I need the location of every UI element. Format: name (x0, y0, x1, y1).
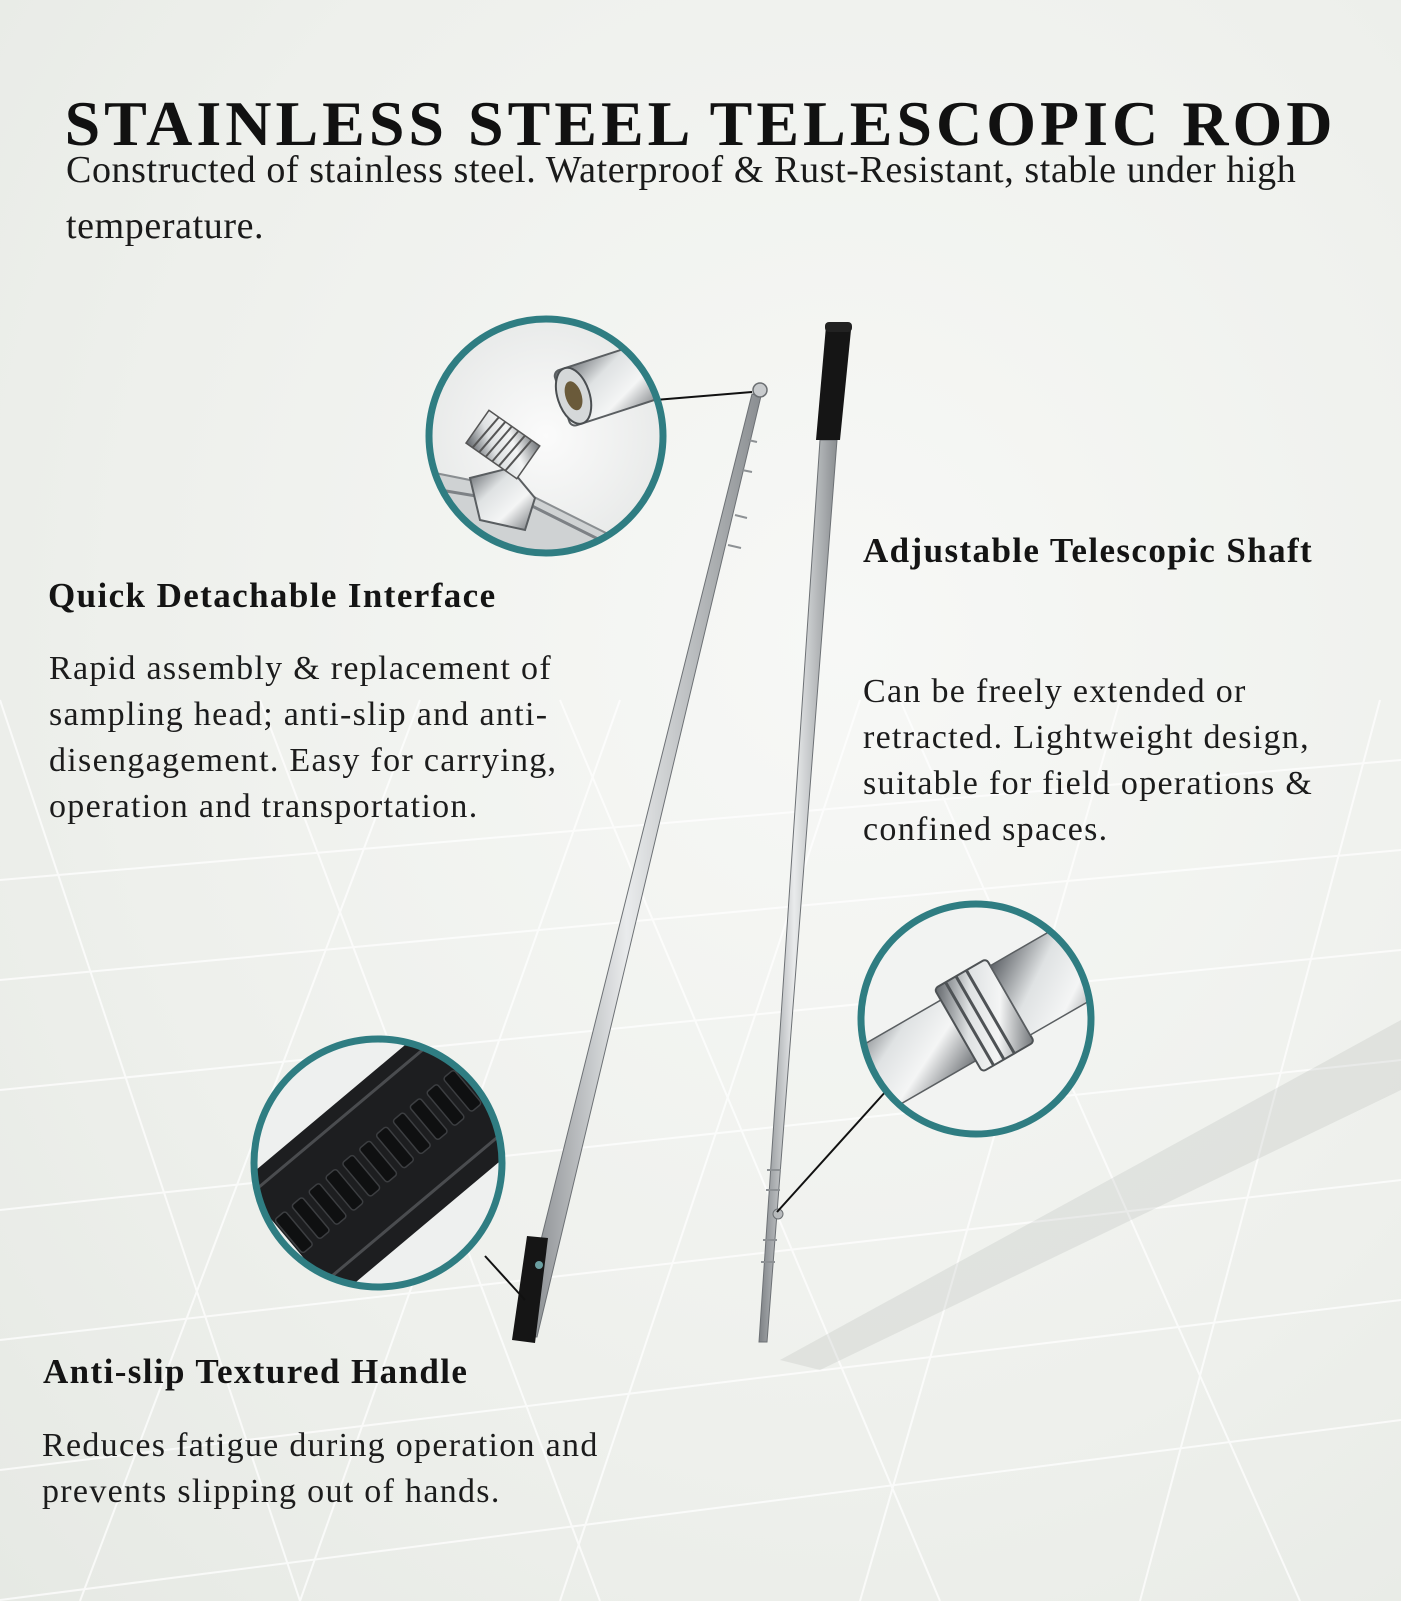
feature-heading-quick-detachable: Quick Detachable Interface (48, 576, 497, 615)
subtitle: Constructed of stainless steel. Waterproof & Rust-Resistant, stable under high temperature. (66, 149, 1297, 247)
page-title: STAINLESS STEEL TELESCOPIC ROD (64, 87, 1337, 159)
threaded-connector-closeup-icon (420, 319, 676, 600)
feature-body-adjustable-shaft: Can be freely extended or retracted. Lightweight design, suitable for field operations & confined spaces. (863, 673, 1314, 848)
right-rod (759, 322, 852, 1342)
textured-handle-closeup-icon (225, 1016, 536, 1311)
feature-body-quick-detachable: Rapid assembly & replacement of sampling head; anti-slip and anti-disengagement. Easy for carrying, operation and transportation. (49, 650, 558, 825)
feature-heading-adjustable-shaft: Adjustable Telescopic Shaft (863, 531, 1314, 570)
feature-heading-anti-slip-handle: Anti-slip Textured Handle (43, 1352, 469, 1391)
feature-body-anti-slip-handle: Reduces fatigue during operation and prevents slipping out of hands. (42, 1427, 599, 1510)
telescopic-joint-closeup-icon (817, 899, 1138, 1140)
